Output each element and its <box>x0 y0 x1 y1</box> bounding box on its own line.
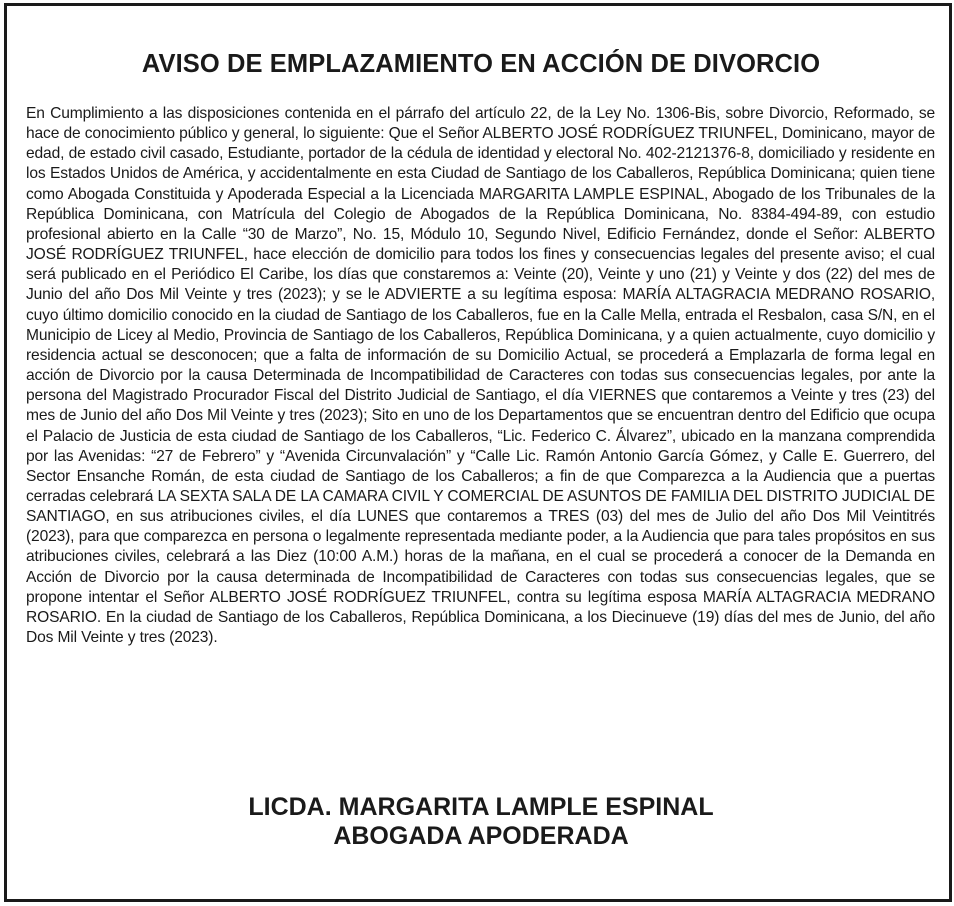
signature-name: LICDA. MARGARITA LAMPLE ESPINAL <box>248 793 714 821</box>
notice-body <box>26 104 935 648</box>
signature-block <box>7 793 954 851</box>
notice-title: AVISO DE EMPLAZAMIENTO EN ACCIÓN DE DIVORCIO <box>141 50 821 78</box>
notice-body-paragraph: En Cumplimiento a las disposiciones contenida en el párrafo del artículo 22, de la Ley No. 1306-Bis, sobre Divorcio, Reformado, se hace de conocimiento público y general, lo siguiente: Que el Señor ALBERTO JOSÉ RODRÍGUEZ TRIUNFEL, Dominicano, mayor de edad, de estado civil casado, Estudiante, portador de la cédula de identidad y electoral No. 402-2121376-8, domiciliado y residente en los Estados Unidos de América, y accidentalmente en esta Ciudad de Santiago de los Caballeros, República Dominicana; quien tiene como Abogada Constituida y Apoderada Especial a la Licenciada MARGARITA LAMPLE ESPINAL, Abogado de los Tribunales de la República Dominicana, con Matrícula del Colegio de Abogados de la República Dominicana, No. 8384-494-89, con estudio profesional abierto en la Calle “30 de Marzo”, No. 15, Módulo 10, Segundo Nivel, Edificio Fernández, donde el Señor: ALBERTO JOSÉ RODRÍGUEZ TRIUNFEL, hace elección de domicilio para todos los fines y consecuencias legales del presente aviso; el cual será publicado en el Periódico El Caribe, los días que constaremos a: Veinte (20), Veinte y uno (21) y Veinte y dos (22) del mes de Junio del año Dos Mil Veinte y tres (2023); y se le ADVIERTE a su legítima esposa: MARÍA ALTAGRACIA MEDRANO ROSARIO, cuyo último domicilio conocido en la ciudad de Santiago de los Caballeros, fue en la Calle Mella, entrada el Resbalon, casa S/N, en el Municipio de Licey al Medio, Provincia de Santiago de los Caballeros, República Dominicana, y a quien actualmente, cuyo domicilio y residencia actual se desconocen; que a falta de información de su Domicilio Actual, se procederá a Emplazarla de forma legal en acción de Divorcio por la causa Determinada de Incompatibilidad de Caracteres con todas sus consecuencias legales, por ante la persona del Magistrado Procurador Fiscal del Distrito Judicial de Santiago, el día VIERNES que contaremos a Veinte y tres (23) del mes de Junio del año Dos Mil Veinte y tres (2023); Sito en uno de los Departamentos que se encuentran dentro del Edificio que ocupa el Palacio de Justicia de esta ciudad de Santiago de los Caballeros, “Lic. Federico C. Álvarez”, ubicado en la manzana comprendida por las Avenidas: “27 de Febrero” y “Avenida Circunvalación” y “Calle Lic. Ramón Antonio García Gómez, y Calle E. Guerrero, del Sector Ensanche Román, de esta ciudad de Santiago de los Caballeros; a fin de que Comparezca a la Audiencia que a puertas cerradas celebrará LA SEXTA SALA DE LA CAMARA CIVIL Y COMERCIAL DE ASUNTOS DE FAMILIA DEL DISTRITO JUDICIAL DE SANTIAGO, en sus atribuciones civiles, el día LUNES que contaremos a TRES (03) del mes de Julio del año Dos Mil Veintitrés (2023), para que comparezca en persona o legalmente representada mediante poder, a la Audiencia que para tales propósitos en sus atribuciones civiles, celebrará a las Diez (10:00 A.M.) horas de la mañana, en el cual se procederá a conocer de la Demanda en Acción de Divorcio por la causa determinada de Incompatibilidad de Caracteres con todas sus consecuencias legales, que se propone intentar el Señor ALBERTO JOSÉ RODRÍGUEZ TRIUNFEL, contra su legítima esposa MARÍA ALTAGRACIA MEDRANO ROSARIO. En la ciudad de Santiago de los Caballeros, República Dominicana, a los Diecinueve (19) días del mes de Junio, del año Dos Mil Veinte y tres (2023). <box>26 105 935 647</box>
notice-frame <box>4 3 952 902</box>
signature-role: ABOGADA APODERADA <box>333 822 629 850</box>
